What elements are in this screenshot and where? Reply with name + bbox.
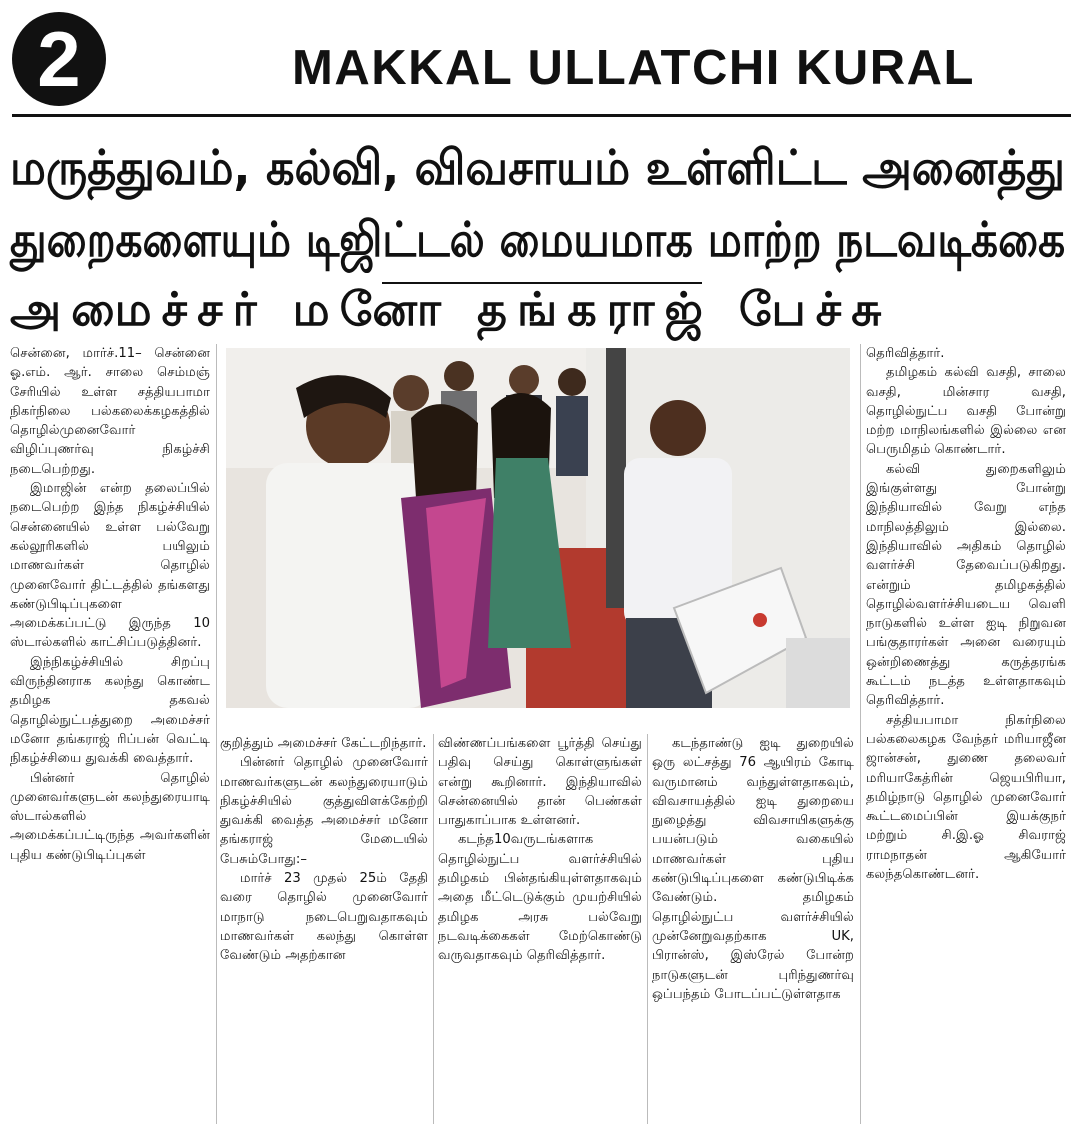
headline-line-2: துறைகளையும் டிஜிட்டல் மையமாக மாற்ற நடவடிக்கை xyxy=(10,212,1066,268)
paragraph: கடந்தாண்டு ஐடி துறையில் ஒரு லட்சத்து 76 ஆயிரம் கோடி வருமானம் வந்துள்ளதாகவும், விவசாயத்தில் ஐடி துறையை நுழைத்து விவசாயிகளுக்கு பயன்படும் வகையில் மாணவர்கள் புதிய கண்டுபிடிப்புகளை கண்டுபிடிக்க வேண்டும். தமிழகம் தொழில்நுட்ப வளர்ச்சியில் முன்னேறுவதற்காக UK, பிரான்ஸ், இஸ்ரேல் போன்ற நாடுகளுடன் புரிந்துணர்வு ஒப்பந்தம் போடப்பட்டுள்ளதாக xyxy=(652,736,854,1002)
page-number-badge: 2 xyxy=(12,12,106,106)
column-divider xyxy=(647,734,648,1124)
paragraph: கல்வி துறைகளிலும் இங்குள்ளது போன்று இந்தியாவில் வேறு எந்த மாநிலத்திலும் இல்லை. இந்தியாவில் அதிகம் தொழில் வளர்ச்சி தேவைப்படுகிறது. என்றும் தமிழகத்தில் தொழில்வளர்ச்சியடைய வெளி நாடுகளில் உள்ள ஐடி நிறுவன பங்குதாரர்கள் அனை வரையும் ஒன்றிணைத்து கருத்தரங்க கூட்டம் நடத்த உள்ளதாகவும் தெரிவித்தார். xyxy=(866,461,1066,709)
event-photo-illustration xyxy=(226,348,850,708)
paragraph: விண்ணப்பங்களை பூர்த்தி செய்து பதிவு செய்து கொள்ளுங்கள் என்று கூறினார். இந்தியாவில் சென்னையில் தான் பெண்கள் பாதுகாப்பாக உள்ளனர். xyxy=(438,736,642,829)
article-column-2 xyxy=(220,734,428,1126)
paragraph: கடந்த10வருடங்களாக தொழில்நுட்ப வளர்ச்சியில் தமிழகம் பின்தங்கியுள்ளதாகவும் அதை மீட்டெடுக்கும் முயற்சியில் தமிழக அரசு பல்வேறு நடவடிக்கைகள் மேற்கொண்டு வருவதாகவும் தெரிவித்தார். xyxy=(438,832,642,964)
article-column-5 xyxy=(866,344,1066,1126)
paragraph: பின்னர் தொழில் முனைவர்களுடன் கலந்துரையாடி ஸ்டால்களில் அமைக்கப்பட்டிருந்த அவர்களின் புதிய கண்டுபிடிப்புகள் xyxy=(10,770,210,863)
headline-subtitle: அமைச்சர் மனோ தங்கராஜ் பேச்சு xyxy=(10,282,892,336)
paragraph: குறித்தும் அமைச்சர் கேட்டறிந்தார். xyxy=(220,736,427,751)
paragraph: சென்னை, மார்ச்.11– சென்னை ஓ.எம். ஆர். சாலை செம்மஞ் சேரியில் உள்ள சத்தியபாமா நிகர்நிலை பல்கலைக்கழகத்தில் தொழில்முனைவோர் விழிப்புணர்வு நிகழ்ச்சி நடைபெற்றது. xyxy=(10,346,210,477)
masthead: MAKKAL ULLATCHI KURAL xyxy=(292,41,975,95)
paragraph: இந்நிகழ்ச்சியில் சிறப்பு விருந்தினராக கலந்து கொண்ட தமிழக தகவல் தொழில்நுட்பத்துறை அமைச்சர் மனோ தங்கராஜ் ரிப்பன் வெட்டி நிகழ்ச்சியை துவக்கி வைத்தார். xyxy=(10,654,210,767)
news-photo xyxy=(226,348,850,708)
paragraph: பின்னர் தொழில் முனைவோர் மாணவர்களுடன் கலந்துரையாடும் நிகழ்ச்சியில் குத்துவிளக்கேற்றி துவக்கி வைத்த அமைச்சர் மனோ தங்கராஜ் மேடையில் பேசும்போது:– xyxy=(220,755,428,867)
header-rule xyxy=(12,114,1071,117)
column-divider xyxy=(433,734,434,1124)
headline-line-1: மருத்துவம், கல்வி, விவசாயம் உள்ளிட்ட அனைத்து xyxy=(10,140,1065,196)
column-divider xyxy=(860,344,861,1124)
paragraph: இமாஜின் என்ற தலைப்பில் நடைபெற்ற இந்த நிகழ்ச்சியில் சென்னையில் உள்ள பல்வேறு கல்லூரிகளில் பயிலும் மாணவர்கள் தொழில் முனைவோர் திட்டத்தில் தங்களது கண்டுபிடிப்புகளை அமைக்கப்பட்டு இருந்த 10 ஸ்டால்களில் காட்சிப்படுத்தினர். xyxy=(10,481,210,651)
column-divider xyxy=(216,344,217,1124)
paragraph: மார்ச் 23 முதல் 25ம் தேதி வரை தொழில் முனைவோர் மாநாடு நடைபெறுவதாகவும் மாணவர்கள் கலந்து கொள்ள வேண்டும் அதற்கான xyxy=(220,871,428,964)
article-column-3 xyxy=(438,734,642,1126)
paragraph: சத்தியபாமா நிகர்நிலை பல்கலைகழக வேந்தர் மரியாஜீன ஜான்சன், துணை தலைவர் மரியாகேத்ரின் ஜெயபிரியா, தமிழ்நாடு தொழில் முனைவோர் கூட்டமைப்பின் இயக்குநர் மற்றும் சி.இ.ஓ சிவராஜ் ராமநாதன் ஆகியோர் கலந்தகொண்டனர். xyxy=(866,712,1066,883)
article-column-4 xyxy=(652,734,854,1126)
article-column-1 xyxy=(10,344,210,1126)
paragraph: தமிழகம் கல்வி வசதி, சாலை வசதி, மின்சார வசதி, தொழில்நுட்ப வசதி போன்று மற்ற மாநிலங்களில் இல்லை என பெருமிதம் கொண்டார். xyxy=(866,365,1066,458)
paragraph: தெரிவித்தார். xyxy=(866,346,945,361)
